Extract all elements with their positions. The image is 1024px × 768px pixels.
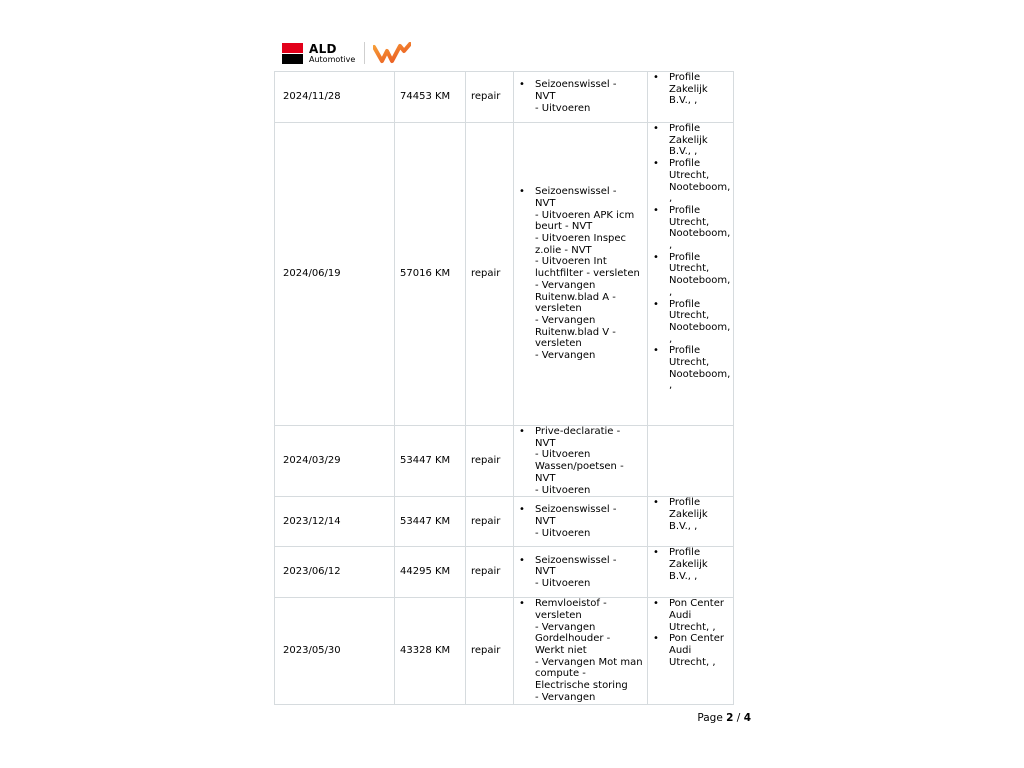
table-row bbox=[275, 426, 734, 497]
ald-automotive-logo bbox=[282, 41, 411, 65]
date-cell: 2024/03/29 bbox=[275, 426, 395, 497]
logo-divider bbox=[364, 42, 365, 64]
dealer-item: • Pon Center Audi Utrecht, , bbox=[653, 598, 730, 633]
brand-name: ALD bbox=[309, 41, 337, 56]
mileage-cell: 53447 KM bbox=[395, 497, 466, 547]
mileage-cell: 44295 KM bbox=[395, 547, 466, 598]
dealer-item: • Profile Utrecht, Nooteboom, , bbox=[653, 205, 730, 252]
dealer-item: • Pon Center Audi Utrecht, , bbox=[653, 633, 730, 668]
table-row bbox=[275, 497, 734, 547]
mileage-cell: 53447 KM bbox=[395, 426, 466, 497]
work-item: • Remvloeistof - versleten - Vervangen Gordelhouder - Werkt niet - Vervangen Mot man compute - Electrische storing - Vervangen bbox=[519, 598, 643, 703]
work-cell bbox=[514, 547, 648, 598]
date-cell: 2023/05/30 bbox=[275, 598, 395, 704]
dealer-cell bbox=[648, 497, 734, 547]
dealer-item: • Profile Utrecht, Nooteboom, , bbox=[653, 252, 730, 299]
work-item: • Seizoenswissel - NVT - Uitvoeren bbox=[519, 504, 643, 539]
work-cell bbox=[514, 72, 648, 123]
date-cell: 2024/06/19 bbox=[275, 123, 395, 426]
w-brand-logo-icon bbox=[373, 42, 411, 64]
ald-logo-mark-icon bbox=[282, 43, 303, 64]
type-cell: repair bbox=[466, 72, 514, 123]
brand-subtitle: Automotive bbox=[309, 54, 356, 64]
page-indicator bbox=[697, 712, 751, 724]
type-cell: repair bbox=[466, 123, 514, 426]
page-separator: / bbox=[736, 712, 741, 724]
work-item: • Seizoenswissel - NVT - Uitvoeren APK icm beurt - NVT - Uitvoeren Inspec z.olie - NVT - Uitvoeren Int luchtfilter - versleten - Vervangen Ruitenw.blad A - versleten - Vervangen Ruitenw.blad V - versleten - Vervangen bbox=[519, 186, 643, 362]
date-cell: 2024/11/28 bbox=[275, 72, 395, 123]
mileage-cell: 43328 KM bbox=[395, 598, 466, 704]
table-row bbox=[275, 123, 734, 426]
dealer-item: • Profile Zakelijk B.V., , bbox=[653, 72, 730, 107]
dealer-cell bbox=[648, 547, 734, 598]
date-cell: 2023/12/14 bbox=[275, 497, 395, 547]
work-item: • Prive-declaratie - NVT - Uitvoeren Wassen/poetsen - NVT - Uitvoeren bbox=[519, 426, 643, 496]
date-cell: 2023/06/12 bbox=[275, 547, 395, 598]
table-row bbox=[275, 547, 734, 598]
work-cell bbox=[514, 123, 648, 426]
type-cell: repair bbox=[466, 598, 514, 704]
type-cell: repair bbox=[466, 497, 514, 547]
work-cell bbox=[514, 598, 648, 704]
dealer-item: • Profile Utrecht, Nooteboom, , bbox=[653, 345, 730, 392]
work-cell bbox=[514, 497, 648, 547]
work-item: • Seizoenswissel - NVT - Uitvoeren bbox=[519, 79, 643, 114]
maintenance-history-table bbox=[274, 71, 734, 705]
dealer-cell bbox=[648, 72, 734, 123]
table-row bbox=[275, 72, 734, 123]
mileage-cell: 74453 KM bbox=[395, 72, 466, 123]
total-pages: 4 bbox=[743, 712, 751, 724]
dealer-cell bbox=[648, 426, 734, 497]
mileage-cell: 57016 KM bbox=[395, 123, 466, 426]
work-cell bbox=[514, 426, 648, 497]
dealer-item: • Profile Zakelijk B.V., , bbox=[653, 547, 730, 582]
table-row bbox=[275, 598, 734, 704]
type-cell: repair bbox=[466, 547, 514, 598]
page-label: Page bbox=[697, 712, 723, 724]
dealer-item: • Profile Utrecht, Nooteboom, , bbox=[653, 299, 730, 346]
dealer-item: • Profile Utrecht, Nooteboom, , bbox=[653, 158, 730, 205]
current-page: 2 bbox=[726, 712, 734, 724]
dealer-cell bbox=[648, 598, 734, 704]
dealer-item: • Profile Zakelijk B.V., , bbox=[653, 497, 730, 532]
work-item: • Seizoenswissel - NVT - Uitvoeren bbox=[519, 555, 643, 590]
dealer-cell bbox=[648, 123, 734, 426]
type-cell: repair bbox=[466, 426, 514, 497]
dealer-item: • Profile Zakelijk B.V., , bbox=[653, 123, 730, 158]
